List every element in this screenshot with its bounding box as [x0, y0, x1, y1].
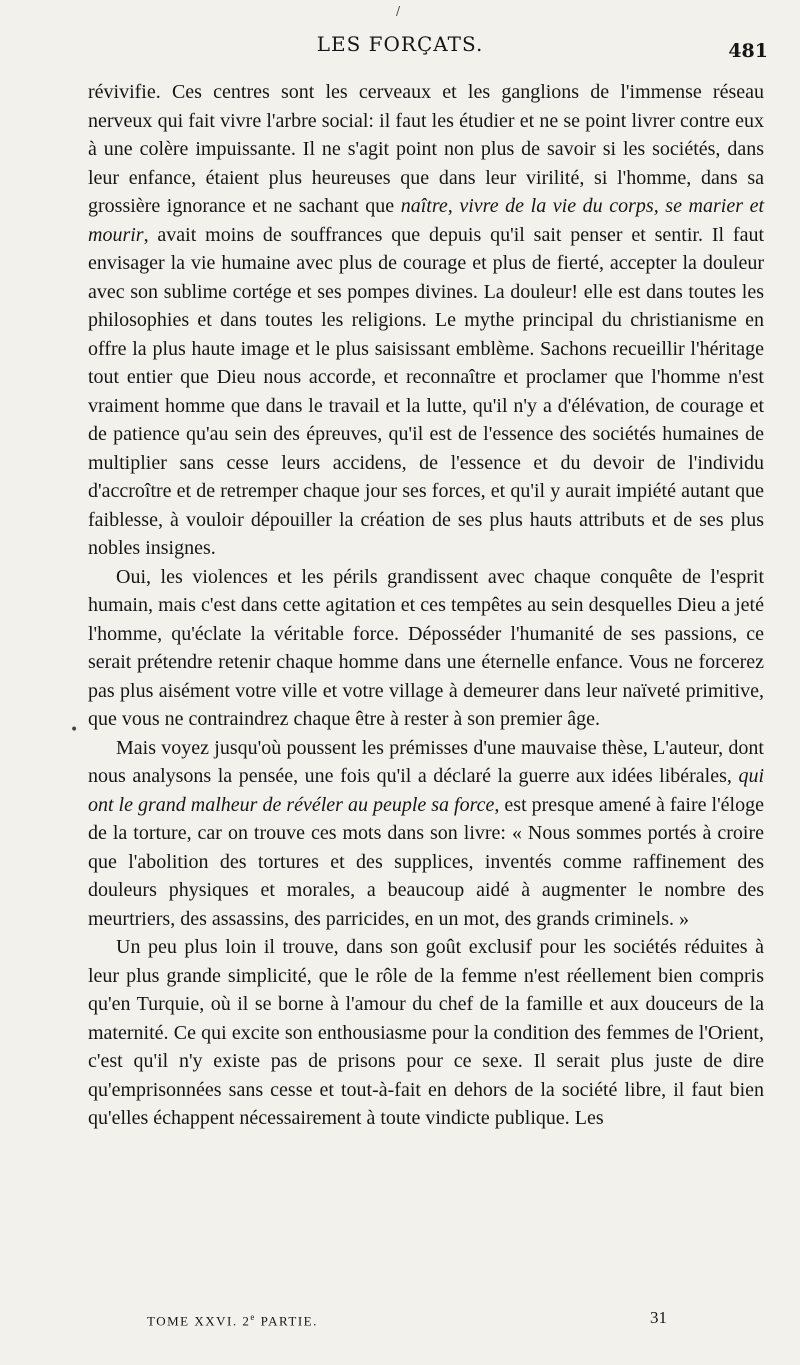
signature-main: TOME XXVI. 2 [147, 1313, 251, 1329]
italic-phrase: naître, vivre de la vie du corps, se marier et mourir [88, 195, 765, 246]
text-run: , est presque amené à faire l'éloge de la torture, car on trouve ces mots dans son livre: « Nous sommes portés à croire que l'abolition des tortures et des supplices, inventés comme raffinement des douleurs physiques et morales, a beaucoup aidé à augmenter le nombre des meurtriers, des assassins, des parricides, en un mot, des grands criminels. » [88, 793, 764, 930]
text-run: , avait moins de souffrances que depuis qu'il sait penser et sentir. Il faut envisager la vie humaine avec plus de courage et plus de fierté, accepter la douleur avec son sublime cortége et ses pompes divines. La douleur! elle est dans toutes les philosophies et dans toutes les religions. Le mythe principal du christianisme en offre la plus haute image et le plus saisissant emblème. Sachons recueillir l'héritage tout entier que Dieu nous accorde, et reconnaître et proclamer que l'homme n'est vraiment homme que dans le travail et la lutte, qu'il n'y a d'élévation, de courage et de patience qu'au sein des épreuves, qu'il est de l'essence des sociétés humaines de multiplier sans cesse leurs accidens, de l'essence et du devoir de l'individu d'accroître et de retremper chaque jour ses forces, et qu'il y aurait impiété autant que faiblesse, à vouloir dépouiller la création de ses plus hauts attributs et de ses plus nobles insignes. [88, 223, 764, 559]
paragraph [88, 933, 764, 1133]
page-footer [0, 1308, 800, 1338]
signature-tail: PARTIE. [255, 1313, 318, 1329]
text-run: Oui, les violences et les périls grandissent avec chaque conquête de l'esprit humain, mais c'est dans cette agitation et ces tempêtes au sein desquelles Dieu a jeté l'homme, qu'éclate la véritable force. Déposséder l'humanité de ses passions, ce serait prétendre retenir chaque homme dans une éternelle enfance. Vous ne forcerez pas plus aisément votre ville et votre village à demeurer dans leur naïveté primitive, que vous ne contraindrez chaque être à rester à son premier âge. [88, 565, 764, 730]
text-run: révivifie. Ces centres sont les cerveaux et les ganglions de l'immense réseau nerveux qui fait vivre l'arbre social: il faut les étudier et ne se point livrer contre eux à une colère impuissante. Il ne s'agit point non plus de savoir si les sociétés, dans leur enfance, étaient plus heureuses que dans leur virilité, si l'homme, dans sa grossière ignorance et ne sachant que [88, 81, 764, 217]
margin-mark-top: / [396, 4, 401, 18]
body-text [88, 78, 764, 1133]
paragraph [88, 78, 764, 563]
margin-mark-left: • [70, 722, 79, 738]
running-title: LES FORÇATS. [316, 32, 484, 56]
paragraph [88, 734, 764, 934]
text-run: Mais voyez jusqu'où poussent les prémisses d'une mauvaise thèse, L'auteur, dont nous analysons la pensée, une fois qu'il a déclaré la guerre aux idées libérales, [88, 736, 764, 787]
italic-phrase: qui ont le grand malheur de révéler au peuple sa force [88, 765, 764, 816]
signature-mark [147, 1312, 318, 1329]
signature-superscript: e [250, 1312, 256, 1322]
text-run: Un peu plus loin il trouve, dans son goût exclusif pour les sociétés réduites à leur plus grande simplicité, que le rôle de la femme n'est réellement bien compris qu'en Turquie, où il se borne à l'amour du chef de la famille et aux douceurs de la maternité. Ce qui excite son enthousiasme pour la condition des femmes de l'Orient, c'est qu'il n'y existe pas de prisons pour ce sexe. Il serait plus juste de dire qu'emprisonnées sans cesse et tout-à-fait en dehors de la société libre, il faut bien qu'elles échappent nécessairement à toute vindicte publique. Les [88, 936, 764, 1129]
paragraph [88, 563, 764, 734]
sheet-number: 31 [650, 1308, 667, 1327]
page-header [0, 32, 800, 66]
page-number: 481 [728, 40, 768, 62]
